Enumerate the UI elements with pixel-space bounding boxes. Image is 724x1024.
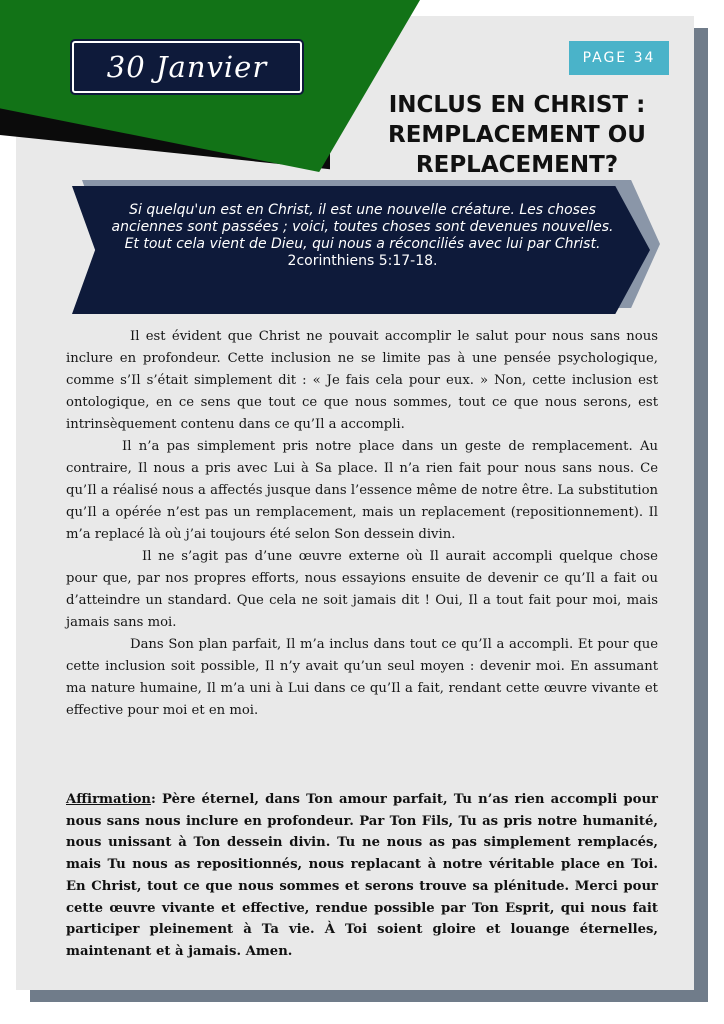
- page-number-badge: PAGE 34: [569, 41, 669, 75]
- verse-quote: [110, 202, 615, 270]
- date-label: 30 Janvier: [72, 41, 302, 93]
- verse-text: Si quelqu'un est en Christ, il est une nouvelle créature. Les choses anciennes sont passées ; voici, toutes choses sont devenues nouvelles. Et tout cela vient de Dieu, qui nous a réconciliés avec lui par Christ.: [111, 202, 614, 252]
- affirmation-label: Affirmation: [66, 792, 151, 807]
- paragraph: Il ne s’agit pas d’une œuvre externe où Il aurait accompli quelque chose pour que, par nos propres efforts, nous essayions ensuite de devenir ce qu’Il a fait ou d’atteindre un standard. Que cela ne soit jamais dit ! Oui, Il a tout fait pour moi, mais jamais sans moi.: [66, 549, 658, 630]
- paragraph: Il n’a pas simplement pris notre place dans un geste de remplacement. Au contraire, Il nous a pris avec Lui à Sa place. Il n’a rien fait pour nous sans nous. Ce qu’Il a réalisé nous a affectés jusque dans l’essence même de notre être. La substitution qu’Il a opérée n’est pas un remplacement, mais un replacement (repositionnement). Il m’a replacé là où j’ai toujours été selon Son dessein divin.: [66, 439, 658, 542]
- title-line-2: REMPLACEMENT OU: [388, 122, 646, 148]
- meditation-body: [66, 326, 658, 722]
- paragraph: Il est évident que Christ ne pouvait accomplir le salut pour nous sans nous inclure en profondeur. Cette inclusion ne se limite pas à une pensée psychologique, comme s’Il s’était simplement dit : « Je fais cela pour eux. » Non, cette inclusion est ontologique, en ce sens que tout ce que nous sommes, tout ce que nous serons, est intrinsèquement contenu dans ce qu’Il a accompli.: [66, 329, 658, 432]
- title-line-1: INCLUS EN CHRIST :: [388, 92, 646, 118]
- verse-reference: 2corinthiens 5:17-18.: [287, 253, 438, 269]
- page-title: [372, 90, 662, 180]
- affirmation-block: [66, 789, 658, 963]
- paragraph: Dans Son plan parfait, Il m’a inclus dans tout ce qu’Il a accompli. Et pour que cette inclusion soit possible, Il n’y avait qu’un seul moyen : devenir moi. En assumant ma nature humaine, Il m’a uni à Lui dans ce qu’Il a fait, rendant cette œuvre vivante et effective pour moi et en moi.: [66, 637, 658, 718]
- affirmation-text: : Père éternel, dans Ton amour parfait, Tu n’as rien accompli pour nous sans nous inclure en profondeur. Par Ton Fils, Tu as pris notre humanité, nous unissant à Ton dessein divin. Tu ne nous as pas simplement remplacés, mais Tu nous as repositionnés, nous replacant à notre véritable place en Toi. En Christ, tout ce que nous sommes et serons trouve sa plénitude. Merci pour cette œuvre vivante et effective, rendue possible par Ton Esprit, qui nous fait participer pleinement à Ta vie. À Toi soient gloire et louange éternelles, maintenant et à jamais. Amen.: [66, 792, 658, 959]
- title-line-3: REPLACEMENT?: [415, 152, 619, 178]
